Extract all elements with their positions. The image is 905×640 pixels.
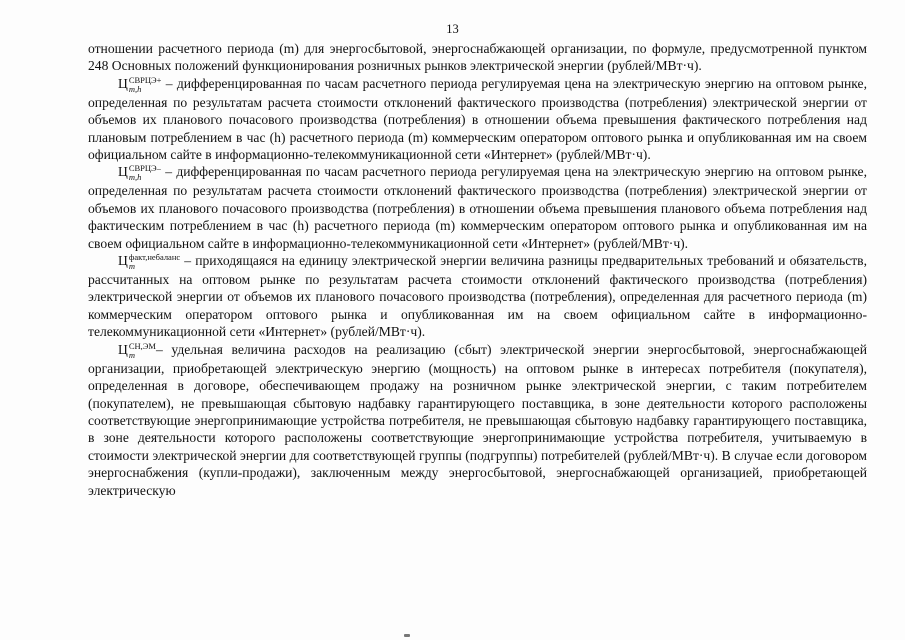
paragraph-text: – приходящаяся на единицу электрической энергии величина разницы предварительных требований и обязательств, рассчитанных на оптовом рынке по результатам расчета стоимости отклонений фактического производства (потребления) электрической энергии от объемов их планового почасового производства (потребления), определенная для расчетного периода (m) коммерческим оператором оптового рынка и опубликованная им на своем официальном сайте в информационно-телекоммуникационной сети «Интернет» (рублей/МВт·ч). xyxy=(88,253,867,340)
paragraph-text: – дифференцированная по часам расчетного периода регулируемая цена на электрическую энергию на оптовом рынке, определенная по результатам расчета стоимости отклонений фактического производства (потребления) электрической энергии от объемов их планового почасового производства (потребления) в отношении объема превышения фактического потребления над плановым потреблением в час (h) расчетного периода (m) коммерческим оператором оптового рынка и опубликованная им на своем официальном сайте в информационно-телекоммуникационной сети «Интернет» (рублей/МВт·ч). xyxy=(88,75,867,163)
paragraph-fact-nebalans xyxy=(88,252,867,341)
paragraph-continuation: отношении расчетного периода (m) для энергосбытовой, энергоснабжающей организации, по формуле, предусмотренной пунктом 248 Основных положений функционирования розничных рынков электрической энергии (рублей/МВт·ч). xyxy=(88,41,867,74)
page-number: 13 xyxy=(446,22,459,36)
price-symbol-svrce-plus: Ц СВРЦЭ+ m,h xyxy=(118,74,162,94)
price-symbol-svrce-minus: Ц СВРЦЭ– m,h xyxy=(118,163,161,183)
paragraph-text: – удельная величина расходов на реализацию (сбыт) электрической энергии энергосбытовой, энергоснабжающей организации, приобретающей электрическую энергию (мощность) на оптовом рынке в интересах потребителя (покупателя), определенная в договоре, обеспечивающем продажу на розничном рынке электрической энергии, с таким потребителем (покупателем), не превышающая сбытовую надбавку гарантирующего поставщика, в зоне деятельности которого расположены соответствующие энергопринимающие устройства потребителя, не превышающая сбытовую надбавку гарантирующего поставщика, в зоне деятельности которого расположены соответствующие энергопринимающие устройства потребителя, учитываемую в стоимости электрической энергии для соответствующей группы (подгруппы) потребителей (рублей/МВт·ч). В случае если договором энергоснабжения (купли-продажи), заключенным между энергосбытовой, энергоснабжающей организацией, приобретающей электрическую xyxy=(88,341,867,498)
price-symbol-fact-nebalans: Ц факт,небаланс m xyxy=(118,252,181,272)
document-body xyxy=(88,40,867,499)
scan-mark xyxy=(404,634,410,637)
paragraph-svrce-minus xyxy=(88,163,867,252)
paragraph-text: – дифференцированная по часам расчетного периода регулируемая цена на электрическую энергию на оптовом рынке, определенная по результатам расчета стоимости отклонений фактического производства (потребления) электрической энергии от объемов их планового почасового производства (потребления) в отношении объема превышения планового объема потребления над фактическим потреблением в час (h) расчетного периода (m) коммерческим оператором оптового рынка и опубликованная им на своем официальном сайте в информационно-телекоммуникационной сети «Интернет» (рублей/МВт·ч). xyxy=(88,164,867,251)
paragraph-svrce-plus xyxy=(88,75,867,164)
paragraph-sn-em xyxy=(88,341,867,499)
price-symbol-sn-em: Ц СН,ЭМ m xyxy=(118,340,156,360)
